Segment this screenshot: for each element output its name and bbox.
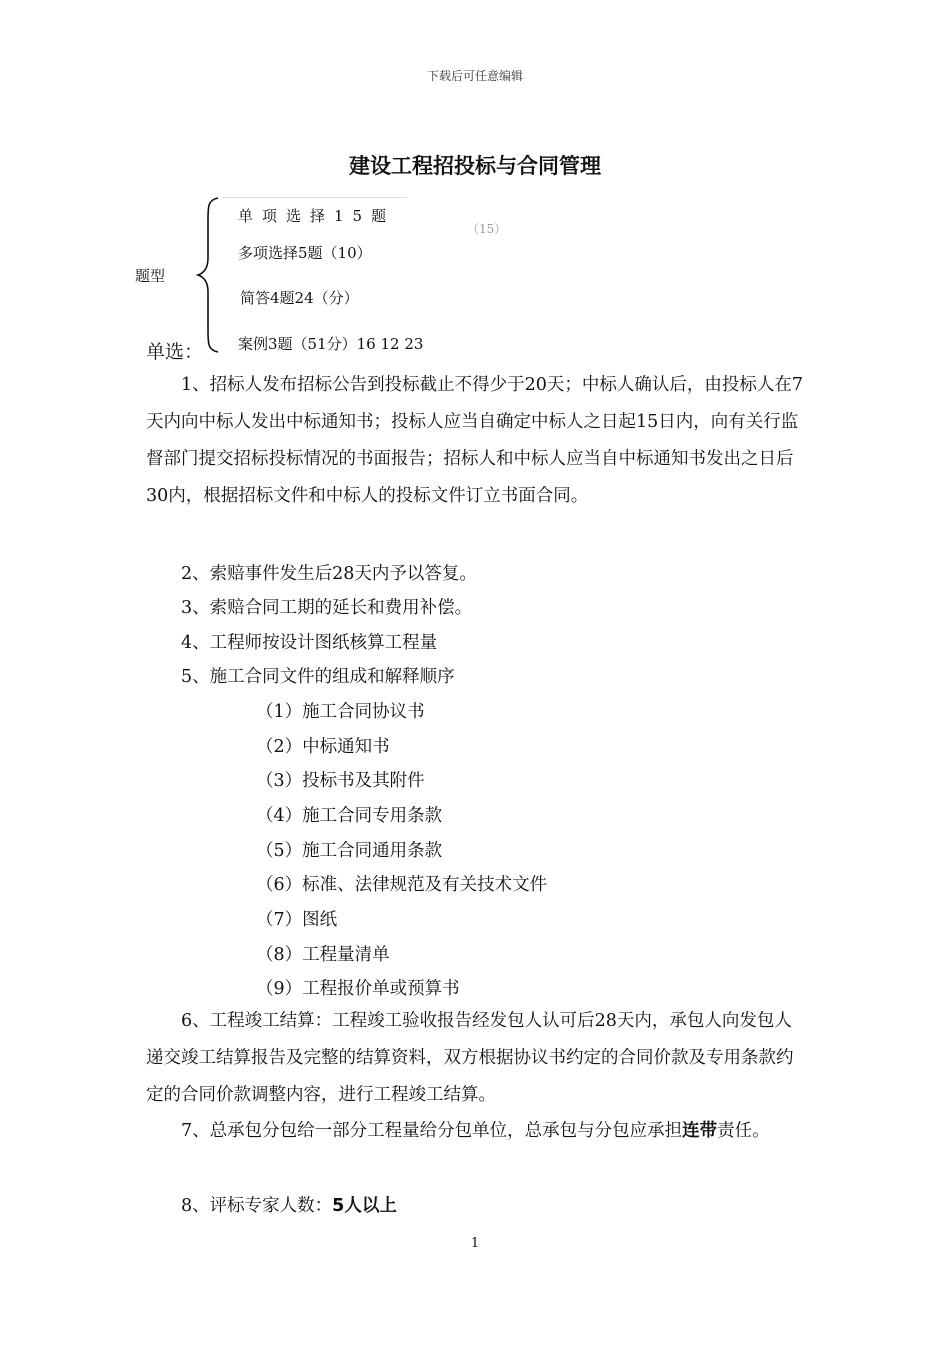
point-7-text-end: 责任。 — [717, 1121, 770, 1141]
curly-brace-icon — [196, 196, 224, 354]
point-5: 5、施工合同文件的组成和解释顺序 — [181, 667, 455, 687]
question-types-label: 题型 — [135, 267, 166, 285]
point-7-text: 7、总承包分包给一部分工程量给分包单位，总承包与分包应承担 — [181, 1121, 683, 1141]
question-type-single-choice — [222, 197, 507, 236]
contract-doc-item: （8）工程量清单 — [256, 945, 390, 965]
question-type-case-study: 案例3题（51分）16 12 23 — [238, 335, 424, 353]
header-note: 下载后可任意编辑 — [426, 69, 523, 83]
page-number: 1 — [470, 1236, 480, 1251]
clipped-text: （15） — [467, 222, 507, 236]
document-title: 建设工程招投标与合同管理 — [349, 153, 601, 178]
contract-doc-item: （7）图纸 — [256, 910, 338, 930]
question-type-multi-choice: 多项选择5题（10） — [238, 244, 372, 262]
section-label-single-choice: 单选： — [146, 341, 204, 363]
point-4: 4、工程师按设计图纸核算工程量 — [181, 633, 438, 653]
contract-doc-item: （4）施工合同专用条款 — [256, 806, 443, 826]
point-3: 3、索赔合同工期的延长和费用补偿。 — [181, 598, 473, 618]
point-7-emphasis: 连带 — [682, 1121, 718, 1141]
point-7 — [146, 1113, 806, 1150]
point-8-emphasis: 5人以上 — [332, 1196, 397, 1216]
contract-doc-item: （6）标准、法律规范及有关技术文件 — [256, 875, 548, 895]
point-6: 6、工程竣工结算：工程竣工验收报告经发包人认可后28天内，承包人向发包人递交竣工结算报告及完整的结算资料，双方根据协议书约定的合同价款及专用条款约定的合同价款调整内容，进行工程竣工结算。 — [146, 1011, 794, 1105]
contract-doc-item: （5）施工合同通用条款 — [256, 841, 443, 861]
point-1: 1、招标人发布招标公告到投标截止不得少于20天；中标人确认后，由投标人在7天内向中标人发出中标通知书；投标人应当自确定中标人之日起15日内，向有关行监督部门提交招标投标情况的书面报告；招标人和中标人应当自中标通知书发出之日后30内，根据招标文件和中标人的投标文件订立书面合同。 — [146, 375, 804, 506]
question-type-short-answer: 简答4题24（分） — [240, 289, 359, 307]
point-8 — [181, 1192, 397, 1217]
contract-doc-item: （2）中标通知书 — [256, 737, 390, 757]
point-2: 2、索赔事件发生后28天内予以答复。 — [181, 564, 477, 584]
contract-doc-item: （3）投标书及其附件 — [256, 771, 425, 791]
point-8-text: 8、评标专家人数： — [181, 1196, 333, 1216]
contract-doc-item: （1）施工合同协议书 — [256, 702, 425, 722]
question-type-text: 单项选择15题 — [238, 207, 396, 225]
contract-doc-item: （9）工程报价单或预算书 — [256, 979, 460, 999]
